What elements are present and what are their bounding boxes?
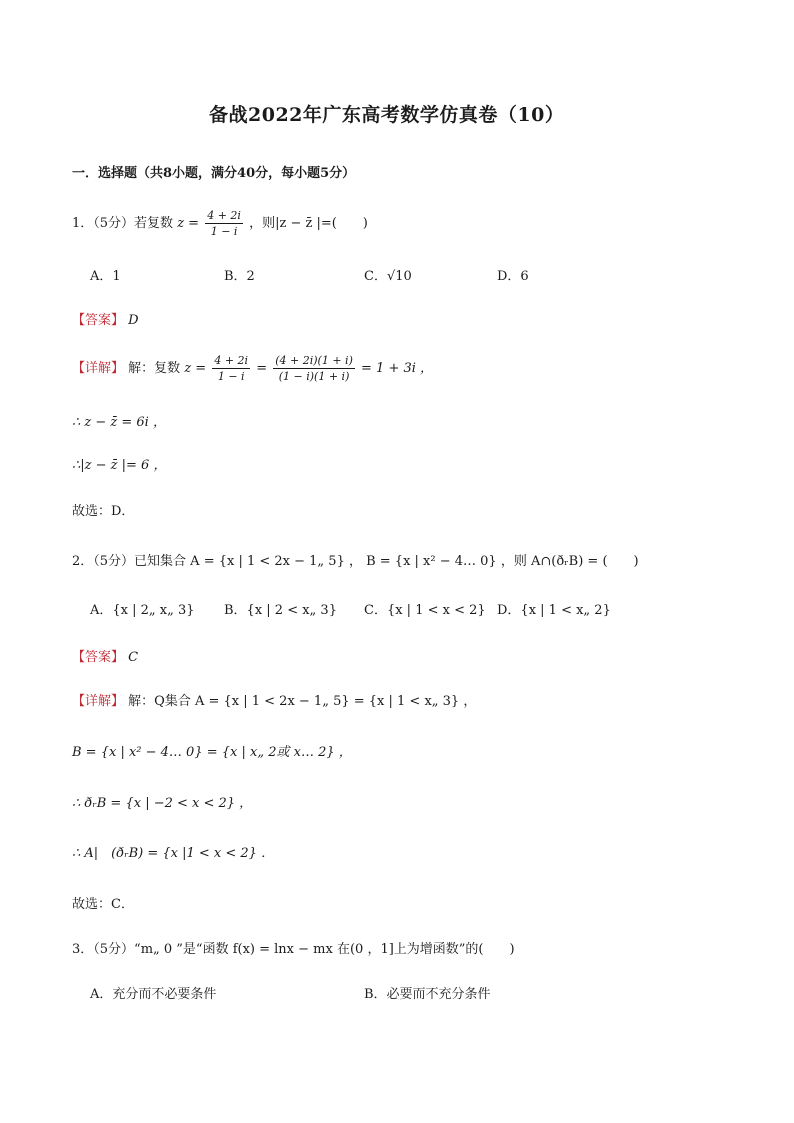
q1-detail [72, 355, 433, 382]
q1-detail-frac1-denominator: 1 − i [217, 370, 245, 383]
section-heading: 一．选择题（共8小题，满分40分，每小题5分） [72, 166, 356, 181]
q1-stem-suffix: ，则|z − z̄ |=( ) [249, 216, 368, 231]
q1-equals-sign: = [256, 361, 268, 376]
q1-answer [72, 314, 139, 327]
q1-detail-label: 【详解】 [72, 361, 125, 376]
q2-option-a: A．{x | 2„ x„ 3} [90, 603, 195, 618]
q1-detail-frac2-denominator: (1 − i)(1 + i) [278, 370, 350, 383]
q2-step-2: ∴ ðᵣB = {x | −2 < x < 2} ， [72, 796, 253, 811]
question-3-stem: 3．（5分）“m„ 0 ”是“函数 f(x) = lnx − mx 在(0 ，1]上为增函数”的( ) [72, 942, 515, 957]
q2-answer [72, 651, 138, 664]
q1-detail-result: = 1 + 3i ， [361, 361, 434, 376]
q1-answer-label: 【答案】 [72, 313, 125, 328]
q1-z-eq: z = [177, 216, 200, 231]
q1-detail-prefix: 解：复数 [128, 361, 181, 376]
question-2-stem: 2．（5分）已知集合 A = {x | 1 < 2x − 1„ 5} ， B = {x | x² − 4… 0} ，则 A∩(ðᵣB) = ( ) [72, 554, 639, 569]
q1-answer-value: D [128, 313, 139, 328]
q1-option-b: B．2 [224, 269, 255, 284]
q1-detail-frac1-numerator: 4 + 2i [214, 354, 249, 367]
q2-detail [72, 695, 476, 708]
q3-option-a: A．充分而不必要条件 [90, 987, 217, 1002]
q1-stem-prefix: 1．（5分）若复数 [72, 216, 174, 231]
q3-option-b: B．必要而不充分条件 [364, 987, 491, 1002]
question-1-stem [72, 210, 368, 237]
q2-step-3: ∴ A| (ðᵣB) = {x |1 < x < 2} ． [72, 846, 275, 861]
q1-option-c: C．√10 [364, 269, 412, 284]
q1-detail-z: z = [184, 361, 207, 376]
q2-option-b: B．{x | 2 < x„ 3} [224, 603, 337, 618]
q2-detail-text: 解：Q集合 A = {x | 1 < 2x − 1„ 5} = {x | 1 < x„ 3} ， [128, 694, 477, 709]
q2-option-d: D．{x | 1 < x„ 2} [497, 603, 611, 618]
q1-detail-fraction-2 [273, 355, 355, 382]
q1-step-1: ∴ z − z̄ = 6i ， [72, 415, 166, 430]
q2-step-1: B = {x | x² − 4… 0} = {x | x„ 2或 x… 2} ， [72, 745, 352, 760]
q2-answer-value: C [128, 650, 139, 665]
q1-frac-denominator: 1 − i [210, 225, 238, 238]
q1-frac-numerator: 4 + 2i [207, 209, 241, 222]
page-title: 备战2022年广东高考数学仿真卷（10） [209, 104, 565, 126]
q2-answer-label: 【答案】 [72, 650, 125, 665]
q1-fraction [205, 210, 243, 237]
q1-detail-fraction-1 [212, 355, 250, 382]
q1-option-a: A．1 [90, 269, 121, 284]
q1-step-2: ∴|z − z̄ |= 6 ， [72, 458, 167, 473]
q1-option-d: D．6 [497, 269, 529, 284]
q1-detail-frac2-numerator: (4 + 2i)(1 + i) [275, 354, 353, 367]
q2-conclusion: 故选：C． [72, 897, 134, 912]
q1-conclusion: 故选：D． [72, 504, 135, 519]
q2-option-c: C．{x | 1 < x < 2} [364, 603, 486, 618]
q2-detail-label: 【详解】 [72, 694, 125, 709]
